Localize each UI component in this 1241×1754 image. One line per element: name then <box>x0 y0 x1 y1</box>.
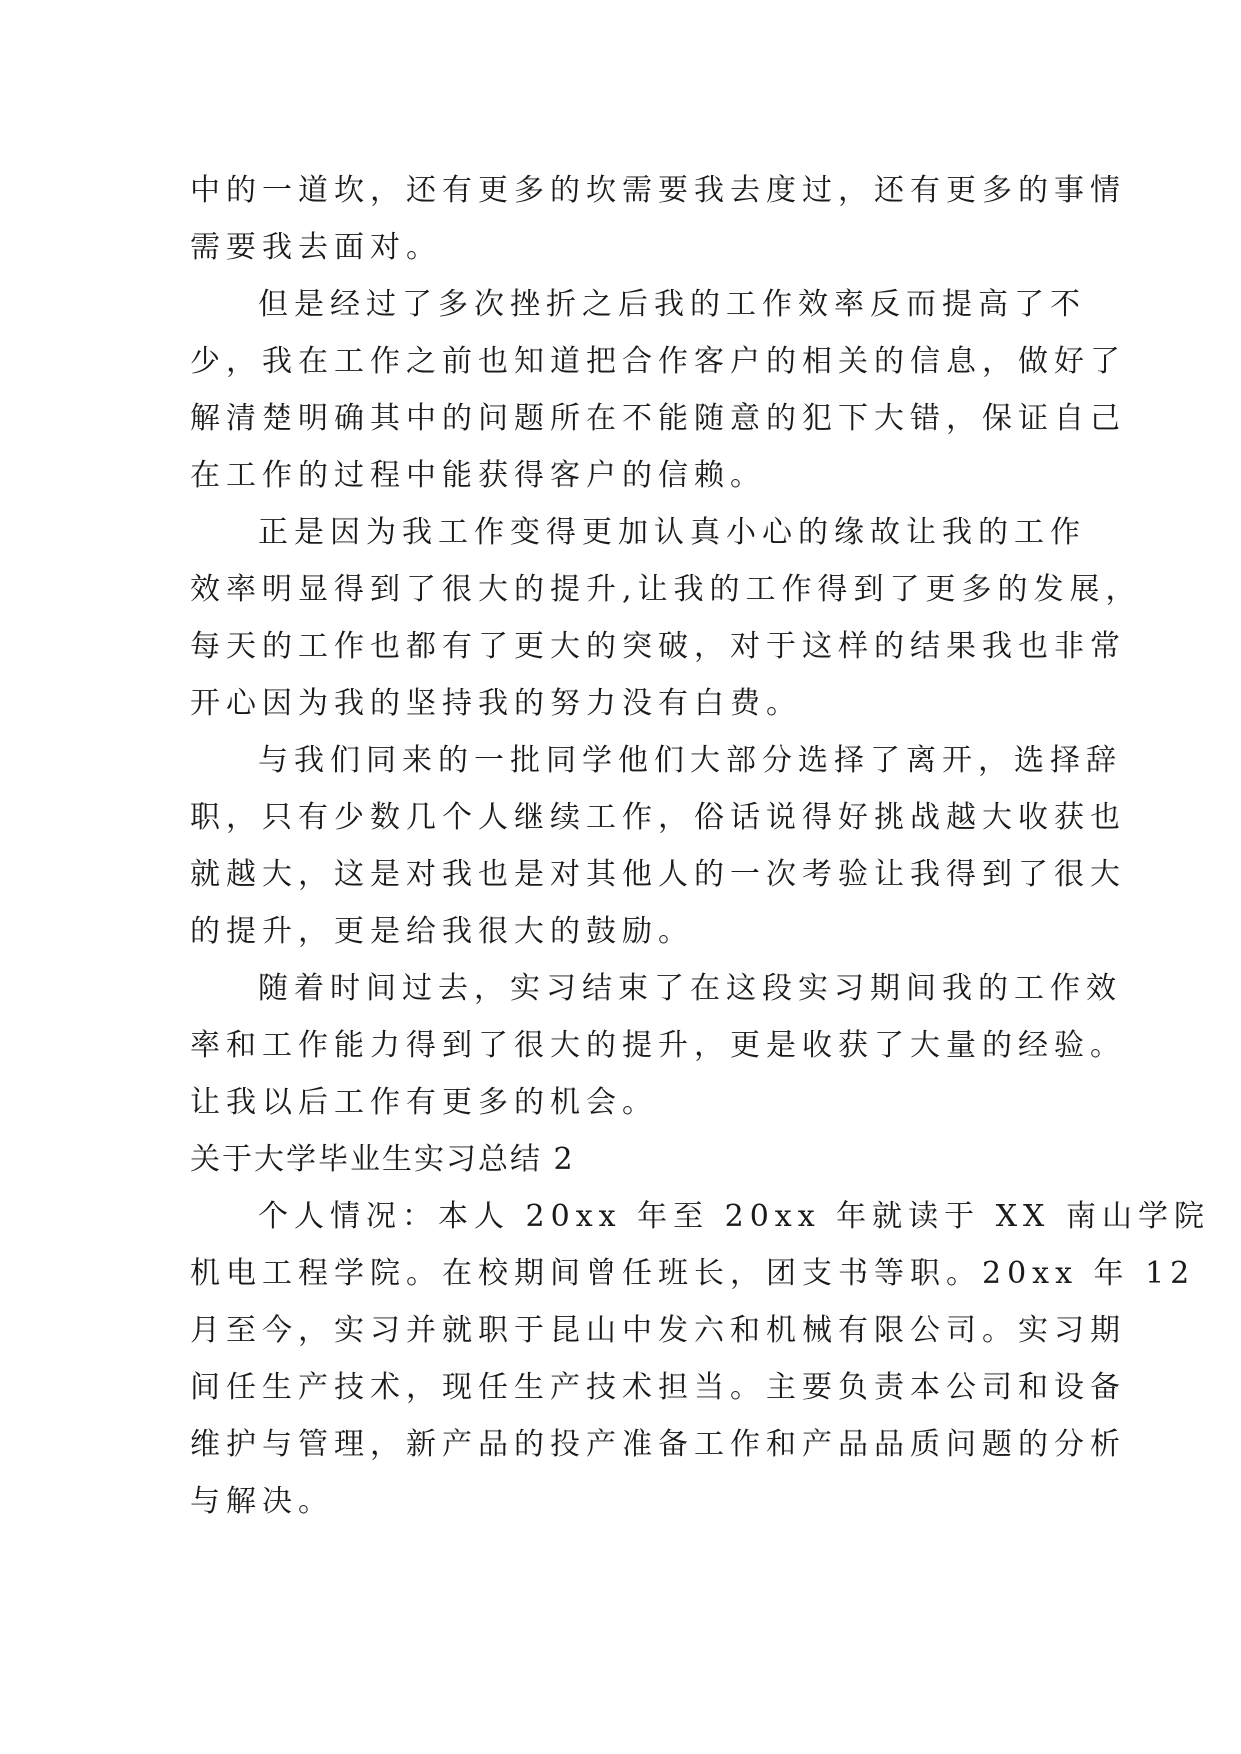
text-line: 个人情况：本人 20xx 年至 20xx 年就读于 XX 南山学院 <box>258 1199 1210 1234</box>
text-line: 少，我在工作之前也知道把合作客户的相关的信息，做好了 <box>190 344 1126 379</box>
paragraph-6 <box>190 1188 1210 1530</box>
text-line: 月至今，实习并就职于昆山中发六和机械有限公司。实习期 <box>190 1313 1126 1348</box>
text-line: 维护与管理，新产品的投产准备工作和产品品质问题的分析 <box>190 1427 1126 1462</box>
text-line: 的提升，更是给我很大的鼓励。 <box>190 914 694 949</box>
document-body <box>190 162 1210 1530</box>
paragraph-4 <box>190 732 1126 960</box>
text-line: 需要我去面对。 <box>190 230 442 265</box>
text-line: 职，只有少数几个人继续工作，俗话说得好挑战越大收获也 <box>190 800 1126 835</box>
text-line: 但是经过了多次挫折之后我的工作效率反而提高了不 <box>258 287 1086 322</box>
text-line: 与我们同来的一批同学他们大部分选择了离开，选择辞 <box>258 743 1122 778</box>
section-heading <box>190 1131 1060 1188</box>
text-line: 与解决。 <box>190 1484 334 1519</box>
text-line: 每天的工作也都有了更大的突破，对于这样的结果我也非常 <box>190 629 1126 664</box>
text-line: 效率明显得到了很大的提升,让我的工作得到了更多的发展， <box>190 572 1142 607</box>
text-line: 让我以后工作有更多的机会。 <box>190 1085 658 1120</box>
paragraph-2 <box>190 276 1126 504</box>
paragraph-3 <box>190 504 1142 732</box>
section-title: 关于大学毕业生实习总结 2 <box>190 1142 575 1177</box>
text-line: 开心因为我的坚持我的努力没有白费。 <box>190 686 802 721</box>
text-line: 在工作的过程中能获得客户的信赖。 <box>190 458 766 493</box>
text-line: 就越大，这是对我也是对其他人的一次考验让我得到了很大 <box>190 857 1126 892</box>
text-line: 机电工程学院。在校期间曾任班长，团支书等职。20xx 年 12 <box>190 1256 1196 1291</box>
text-line: 随着时间过去，实习结束了在这段实习期间我的工作效 <box>258 971 1122 1006</box>
text-line: 解清楚明确其中的问题所在不能随意的犯下大错，保证自己 <box>190 401 1126 436</box>
paragraph-5 <box>190 960 1126 1131</box>
text-line: 间任生产技术，现任生产技术担当。主要负责本公司和设备 <box>190 1370 1126 1405</box>
paragraph-1 <box>190 162 1126 276</box>
text-line: 中的一道坎，还有更多的坎需要我去度过，还有更多的事情 <box>190 173 1126 208</box>
text-line: 正是因为我工作变得更加认真小心的缘故让我的工作 <box>258 515 1086 550</box>
text-line: 率和工作能力得到了很大的提升，更是收获了大量的经验。 <box>190 1028 1126 1063</box>
